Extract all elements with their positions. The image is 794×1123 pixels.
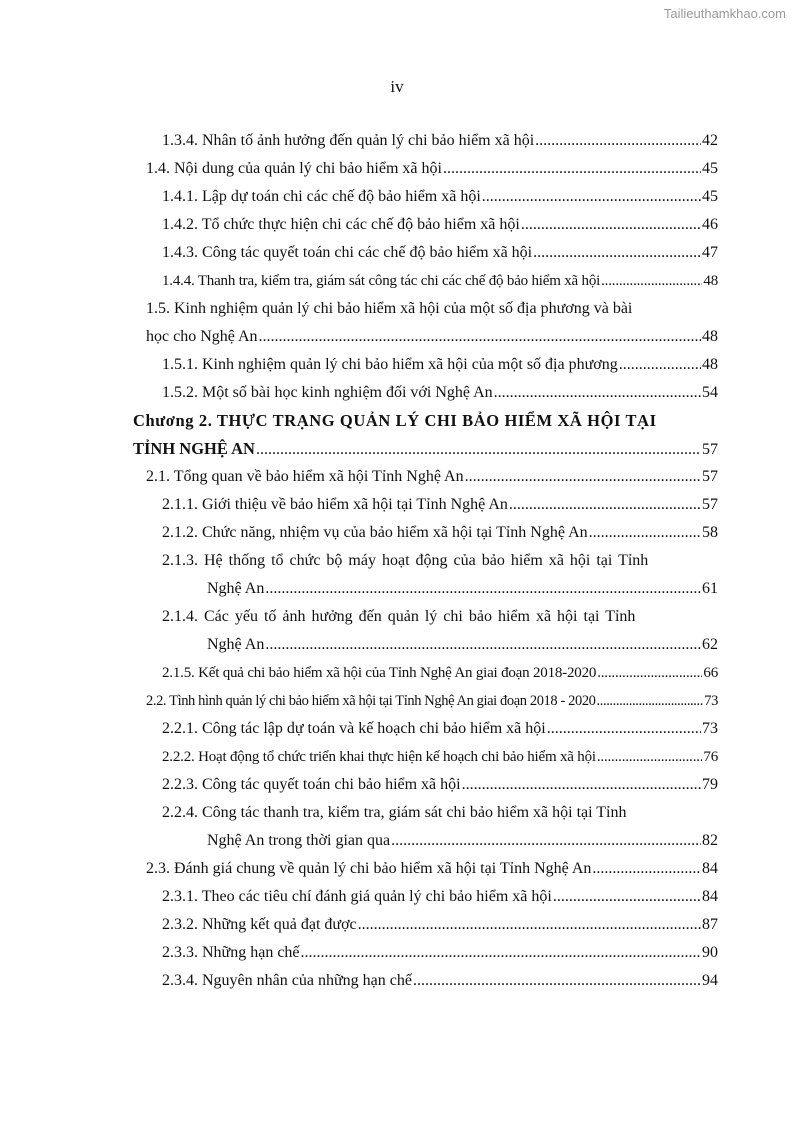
toc-chapter-2-line1[interactable]: Chương 2. THỰC TRẠNG QUẢN LÝ CHI BẢO HIỂM XÃ HỘI TẠI — [133, 411, 657, 430]
toc-entry-1-5-1[interactable]: 1.5.1. Kinh nghiệm quản lý chi bảo hiểm xã hội của một số địa phương ..... 48 — [162, 352, 718, 378]
page-ref: 57 — [702, 496, 718, 513]
page-ref: 58 — [702, 524, 718, 541]
page-ref: 48 — [702, 356, 718, 373]
page-ref: 48 — [702, 328, 718, 345]
toc-entry-1-5-line1[interactable]: 1.5. Kinh nghiệm quản lý chi bảo hiểm xã hội của một số địa phương và bài — [146, 300, 633, 317]
toc-entry-2-3[interactable]: 2.3. Đánh giá chung về quản lý chi bảo hiểm xã hội tại Tỉnh Nghệ An ..... 84 — [146, 856, 718, 882]
toc-entry-2-2-2[interactable]: 2.2.2. Hoạt động tổ chức triển khai thực hiện kế hoạch chi bảo hiểm xã hội ..... 76 — [162, 744, 718, 770]
toc-entry-2-3-1[interactable]: 2.3.1. Theo các tiêu chí đánh giá quản lý chi bảo hiểm xã hội ..... 84 — [162, 884, 718, 910]
page-ref: 66 — [703, 665, 718, 681]
page-ref: 54 — [702, 384, 718, 401]
toc-entry-2-1-4-line2[interactable]: Nghệ An ..... 62 — [207, 632, 718, 658]
page-ref: 46 — [702, 216, 718, 233]
page-ref: 76 — [703, 749, 718, 765]
toc-entry-2-1-5[interactable]: 2.1.5. Kết quả chi bảo hiểm xã hội của Tỉnh Nghệ An giai đoạn 2018-2020 ..... 66 — [162, 660, 718, 686]
page-ref: 73 — [704, 693, 718, 709]
toc-entry-1-3-4[interactable]: 1.3.4. Nhân tố ảnh hưởng đến quản lý chi bảo hiểm xã hội ..... 42 — [162, 128, 718, 154]
page-ref: 42 — [702, 132, 718, 149]
toc-entry-2-2-1[interactable]: 2.2.1. Công tác lập dự toán và kế hoạch chi bảo hiểm xã hội ..... 73 — [162, 716, 718, 742]
page-ref: 90 — [702, 944, 718, 961]
toc-entry-2-2[interactable]: 2.2. Tình hình quản lý chi bảo hiểm xã hội tại Tỉnh Nghệ An giai đoạn 2018 - 2020 ..... 73 — [146, 688, 718, 714]
toc-entry-1-4-3[interactable]: 1.4.3. Công tác quyết toán chi các chế độ bảo hiểm xã hội ..... 47 — [162, 240, 718, 266]
watermark: Tailieuthamkhao.com — [663, 6, 786, 21]
page-ref: 45 — [702, 188, 718, 205]
page-ref: 84 — [702, 888, 718, 905]
page-ref: 84 — [702, 860, 718, 877]
page-ref: 48 — [703, 273, 718, 289]
page-ref: 61 — [702, 580, 718, 597]
toc-entry-1-4[interactable]: 1.4. Nội dung của quản lý chi bảo hiểm xã hội ..... 45 — [146, 156, 718, 182]
toc-entry-2-2-3[interactable]: 2.2.3. Công tác quyết toán chi bảo hiểm xã hội ..... 79 — [162, 772, 718, 798]
toc-entry-2-1[interactable]: 2.1. Tổng quan về bảo hiểm xã hội Tỉnh Nghệ An ..... 57 — [146, 464, 718, 490]
toc-entry-2-2-4-line1[interactable]: 2.2.4. Công tác thanh tra, kiểm tra, giám sát chi bảo hiểm xã hội tại Tỉnh — [162, 804, 627, 821]
toc-entry-2-1-2[interactable]: 2.1.2. Chức năng, nhiệm vụ của bảo hiểm xã hội tại Tỉnh Nghệ An ..... 58 — [162, 520, 718, 546]
page-ref: 45 — [702, 160, 718, 177]
toc-entry-1-4-4[interactable]: 1.4.4. Thanh tra, kiểm tra, giám sát công tác chi các chế độ bảo hiểm xã hội ..... 48 — [162, 268, 718, 294]
page-ref: 57 — [702, 468, 718, 485]
toc-chapter-2-line2[interactable]: TỈNH NGHỆ AN ..... 57 — [133, 436, 718, 462]
page-number: iv — [390, 77, 404, 96]
page-ref: 73 — [702, 720, 718, 737]
toc-entry-2-1-4-line1[interactable]: 2.1.4. Các yếu tố ảnh hưởng đến quản lý chi bảo hiểm xã hội tại Tỉnh — [162, 608, 636, 625]
toc-entry-2-3-2[interactable]: 2.3.2. Những kết quả đạt được ..... 87 — [162, 912, 718, 938]
toc-entry-1-4-1[interactable]: 1.4.1. Lập dự toán chi các chế độ bảo hiểm xã hội ..... 45 — [162, 184, 718, 210]
page-ref: 62 — [702, 636, 718, 653]
toc-entry-1-5-line2[interactable]: học cho Nghệ An ..... 48 — [146, 324, 718, 350]
toc-entry-2-1-1[interactable]: 2.1.1. Giới thiệu về bảo hiểm xã hội tại Tỉnh Nghệ An ..... 57 — [162, 492, 718, 518]
page-ref: 94 — [702, 972, 718, 989]
toc-entry-2-1-3-line1[interactable]: 2.1.3. Hệ thống tổ chức bộ máy hoạt động của bảo hiểm xã hội tại Tỉnh — [162, 552, 649, 569]
page-ref: 57 — [702, 441, 718, 458]
toc-entry-1-4-2[interactable]: 1.4.2. Tổ chức thực hiện chi các chế độ bảo hiểm xã hội ..... 46 — [162, 212, 718, 238]
toc-entry-2-1-3-line2[interactable]: Nghệ An ..... 61 — [207, 576, 718, 602]
toc-entry-2-3-3[interactable]: 2.3.3. Những hạn chế ..... 90 — [162, 940, 718, 966]
toc-entry-2-2-4-line2[interactable]: Nghệ An trong thời gian qua ..... 82 — [207, 828, 718, 854]
page-ref: 87 — [702, 916, 718, 933]
toc-entry-1-5-2[interactable]: 1.5.2. Một số bài học kinh nghiệm đối với Nghệ An ..... 54 — [162, 380, 718, 406]
page-ref: 47 — [702, 244, 718, 261]
page-ref: 79 — [702, 776, 718, 793]
page-ref: 82 — [702, 832, 718, 849]
toc-entry-2-3-4[interactable]: 2.3.4. Nguyên nhân của những hạn chế ..... 94 — [162, 968, 718, 994]
